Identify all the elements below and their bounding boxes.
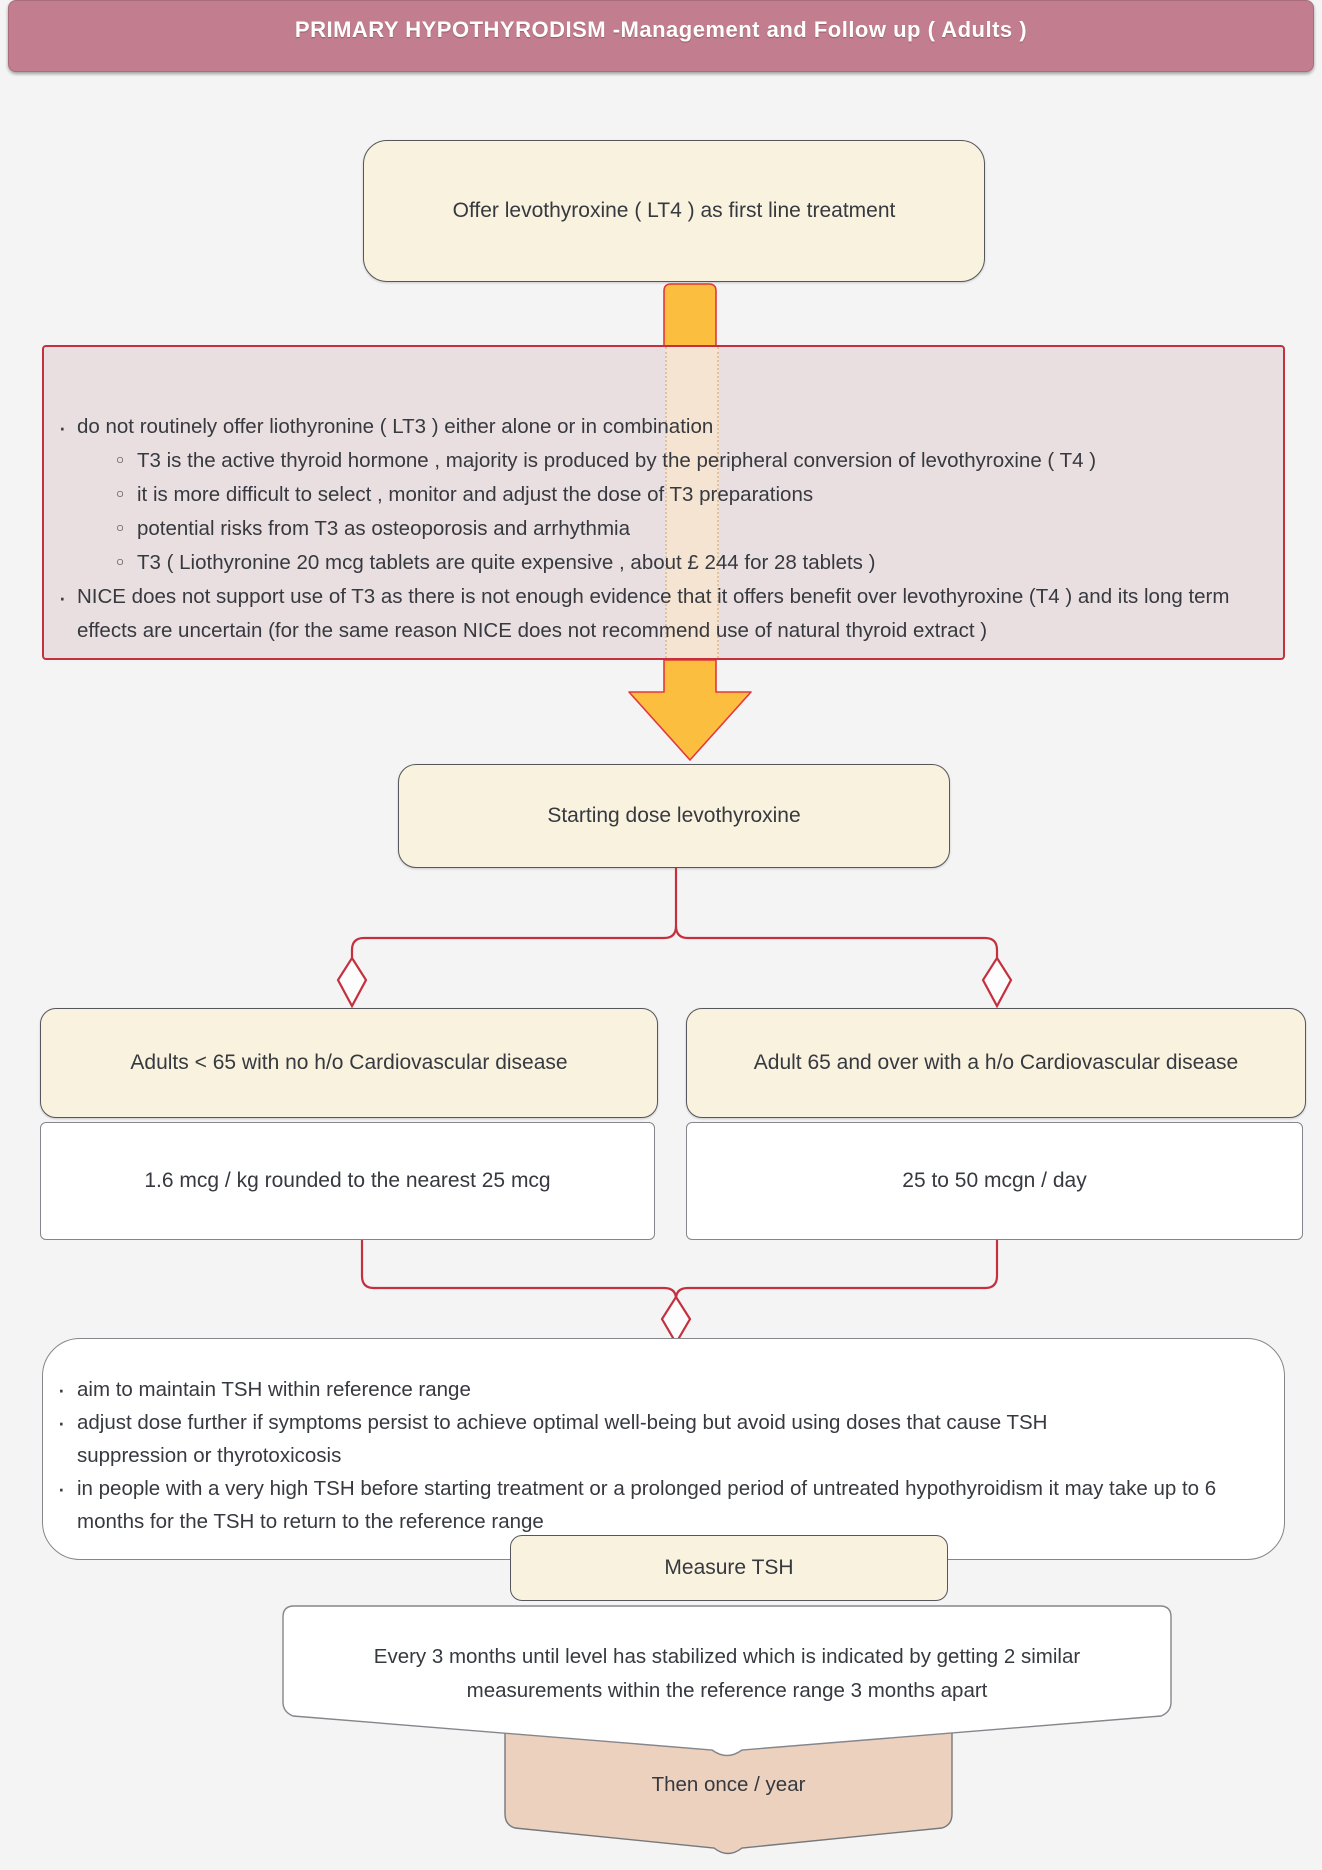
node-starting-dose-label: Starting dose levothyroxine	[547, 804, 801, 828]
then-once-text	[505, 1768, 952, 1802]
measure-frequency-label: Every 3 months until level has stabilized which is indicated by getting 2 similar measurements within the reference range 3 months apart	[373, 1645, 1081, 1702]
node-first-line-treatment-label: Offer levothyroxine ( LT4 ) as first line treatment	[452, 199, 896, 223]
branch-left-header-label: Adults < 65 with no h/o Cardiovascular disease	[130, 1051, 568, 1075]
then-once-label: Then once / year	[651, 1773, 806, 1796]
note-item: ○ T3 ( Liothyronine 20 mcg tablets are quite expensive , about £ 244 for 28 tablets )	[118, 546, 1277, 580]
note-item: · NICE does not support use of T3 as there is not enough evidence that it offers benefit over levothyroxine (T4 ) and its long term effects are uncertain (for the same reason NICE does not recommend use of natural thyroid extract )	[56, 580, 1267, 648]
note-item: ○ T3 is the active thyroid hormone , majority is produced by the peripheral conversion of levothyroxine ( T4 )	[118, 444, 1277, 478]
node-measure-tsh-label: Measure TSH	[664, 1556, 794, 1580]
guidance-item: · adjust dose further if symptoms persist to achieve optimal well-being but avoid using doses that cause TSH suppression or thyrotoxicosis	[55, 1406, 1117, 1472]
note-item: ○ it is more difficult to select , monitor and adjust the dose of T3 preparations	[118, 478, 1277, 512]
branch-right-header-label: Adult 65 and over with a h/o Cardiovascular disease	[753, 1051, 1239, 1075]
note-item: ○ potential risks from T3 as osteoporosis and arrhythmia	[118, 512, 1277, 546]
t3-note-box	[42, 345, 1285, 660]
page-title: PRIMARY HYPOTHYRODISM -Management and Follow up ( Adults )	[294, 17, 1028, 42]
guidance-item: · in people with a very high TSH before starting treatment or a prolonged period of untreated hypothyroidism it may take up to 6 months for the TSH to return to the reference range	[55, 1472, 1225, 1538]
t3-note-list	[44, 347, 1283, 648]
node-measure-tsh	[510, 1535, 948, 1601]
branch-right-dose-label: 25 to 50 mcgn / day	[902, 1169, 1087, 1193]
measure-frequency-text	[283, 1640, 1171, 1708]
branch-left-dose-label: 1.6 mcg / kg rounded to the nearest 25 mcg	[144, 1169, 551, 1193]
guidance-item: · aim to maintain TSH within reference range	[55, 1373, 1284, 1406]
note-item: · do not routinely offer liothyronine ( LT3 ) either alone or in combination	[56, 410, 1267, 444]
